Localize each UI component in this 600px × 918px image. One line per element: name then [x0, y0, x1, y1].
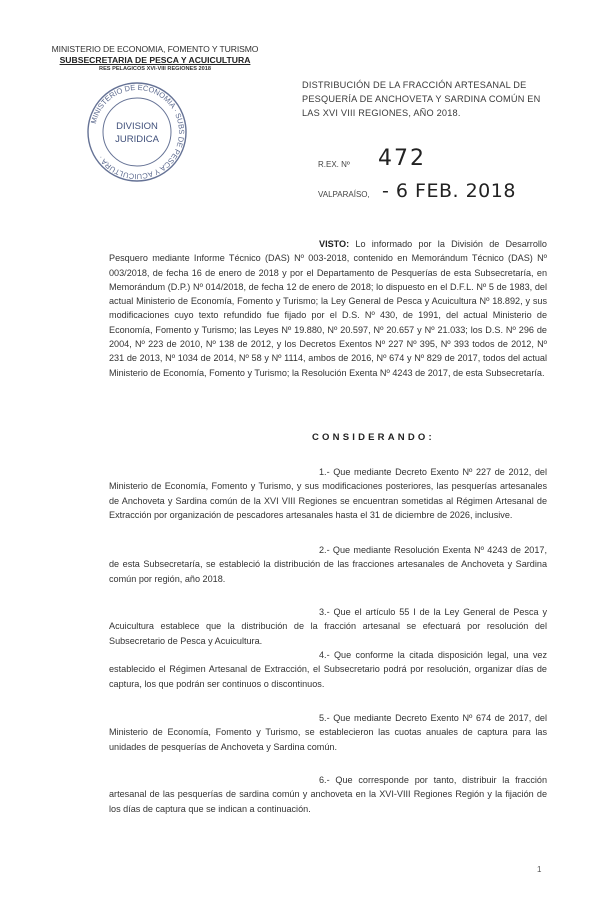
subsecretaria-name: SUBSECRETARIA DE PESCA Y ACUICULTURA [59, 55, 251, 65]
resolution-subject: DISTRIBUCIÓN DE LA FRACCIÓN ARTESANAL DE PESQUERÍA DE ANCHOVETA Y SARDINA COMÚN EN LAS XVI VIII REGIONES, AÑO 2018. [302, 80, 541, 118]
resolution-date: - 6 FEB. 2018 [382, 180, 516, 202]
considerando-item-3: 3.- Que el artículo 55 I de la Ley General de Pesca y Acuicultura establece que la distribución de la fracción artesanal se efectuará por resolución del Subsecretario de Pesca y Acuicultura. [109, 607, 547, 646]
considerando-item-4: 4.- Que conforme la citada disposición legal, una vez establecido el Régimen Artesanal de Extracción, el Subsecretario podrá por resolución, organizar días de captura, los que podrán ser continuos o discontinuos. [109, 650, 547, 689]
considerando-item-1: 1.- Que mediante Decreto Exento Nº 227 de 2012, del Ministerio de Economía, Fomento y Turismo, y sus modificaciones posteriores, las pesquerías artesanales de Anchoveta y Sardina común de la XVI VIII Regiones se encuentran sometidas al Régimen Artesanal de Extracción por organización de pescadores artesanales hasta el 31 de diciembre de 2026, inclusive. [109, 467, 547, 520]
letterhead-subline: RES PELAGICOS XVI-VIII REGIONES 2018 [99, 66, 211, 72]
visto-text: Lo informado por la División de Desarrollo Pesquero mediante Informe Técnico (DAS) Nº 003-2018, contenido en Memorándum Técnico (DAS) Nº 003/2018, de fecha 16 de enero de 2018 y por el Departamento de Pesquerías de esta Subsecretaría, en Memorándum (D.P.) Nº 014/2018, de fecha 12 de enero de 2018; lo dispuesto en el D.F.L. Nº 5 de 1983, del actual Ministerio de Economía, Fomento y Turismo; la Ley General de Pesca y Acuicultura Nº 18.892, y sus modificaciones cuyo texto refundido fue fijado por el D.S. Nº 430, de 1991, del actual Ministerio de Economía, Fomento y Turismo; las Leyes Nº 19.880, Nº 20.597, Nº 20.657 y Nº 21.033; los D.S. Nº 296 de 2004, Nº 223 de 2010, Nº 138 de 2012, y los Decretos Exentos Nº 227 Nº 395, Nº 393 todos de 2012, Nº 231 de 2013, Nº 1034 de 2014, Nº 58 y Nº 1114, ambos de 2016, Nº 674 y Nº 829 de 2017, todos del actual Ministerio de Economía, Fomento y Turismo; la Resolución Exenta Nº 4243 de 2017, de esta Subsecretaría. [109, 239, 547, 378]
considerando-item-2: 2.- Que mediante Resolución Exenta Nº 4243 de 2017, de esta Subsecretaría, se estableció la distribución de las fracciones artesanales de Anchoveta y Sardina común por región, año 2018. [109, 545, 547, 584]
ministry-name: MINISTERIO DE ECONOMIA, FOMENTO Y TURISMO [51, 44, 259, 54]
stamp-ring-text: MINISTERIO DE ECONOMIA · SUBS DE PESCA Y ACUICULTURA · [88, 82, 187, 182]
division-juridica-stamp [85, 80, 189, 184]
considerando-item-5: 5.- Que mediante Decreto Exento Nº 674 de 2017, del Ministerio de Economía, Fomento y Turismo, se establecieron las cuotas anuales de captura para las unidades de pesquerías de Anchoveta y Sardina común. [109, 713, 547, 752]
visto-heading: VISTO: [319, 239, 350, 249]
rex-label: R.EX. Nº [318, 160, 350, 169]
considerando-heading: CONSIDERANDO: [312, 432, 435, 443]
stamp-text-division: DIVISION [116, 121, 158, 132]
considerando-item-6: 6.- Que corresponde por tanto, distribuir la fracción artesanal de las pesquerías de sardina común y anchoveta en la XVI-VIII Regiones Región y la fijación de los días de captura que se indican a continuación. [109, 775, 547, 814]
resolution-number: 472 [378, 146, 426, 171]
visto-section [109, 237, 547, 380]
stamp-text-juridica: JURIDICA [115, 134, 159, 145]
page-number: 1 [537, 865, 542, 874]
letterhead [50, 44, 260, 72]
city-label: VALPARAÍSO, [318, 190, 370, 199]
